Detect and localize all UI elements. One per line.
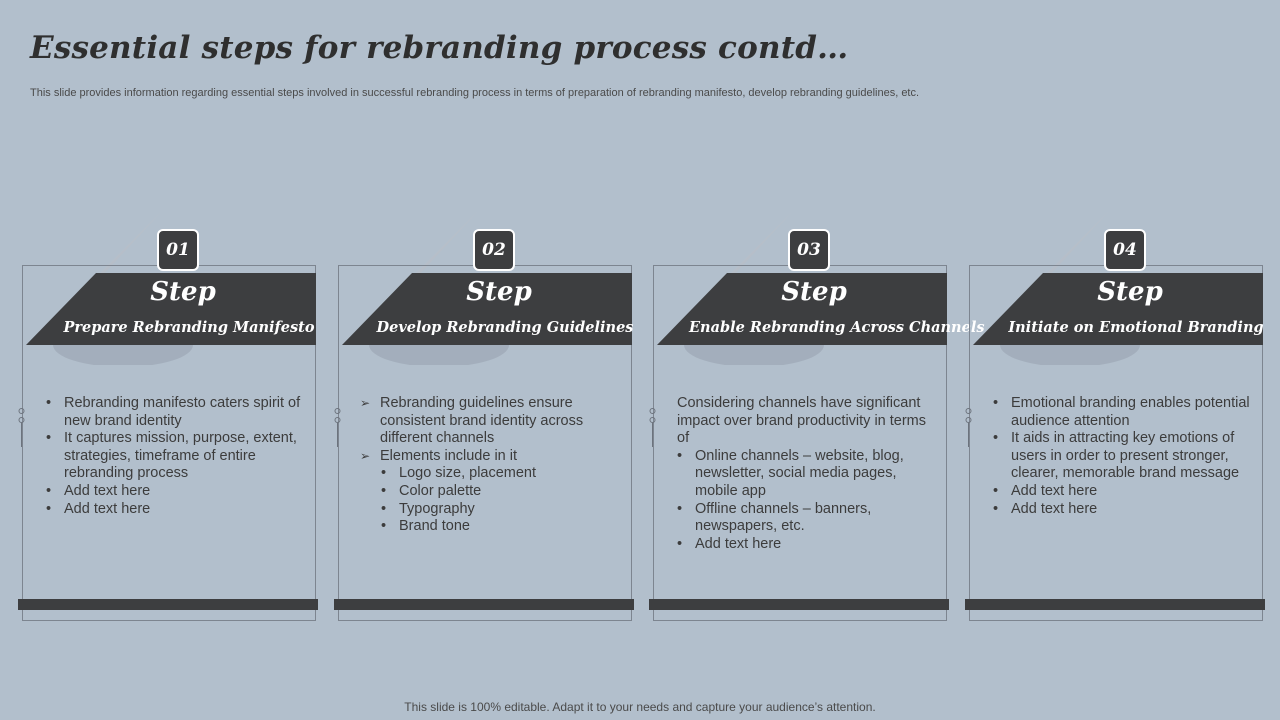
step-lead-text: Considering channels have significant impact over brand productivity in terms of	[677, 395, 927, 447]
step-number-badge: 02	[473, 229, 515, 271]
step-title: Initiate on Emotional Branding	[1008, 319, 1264, 336]
list-item: • Offline channels – banners, newspapers, etc.	[677, 501, 939, 536]
list-item: • It aids in attracting key emotions of users in order to present stronger, clearer, memorable brand message	[993, 430, 1255, 483]
card-bottom-bar	[965, 599, 1265, 610]
step-description	[46, 395, 308, 518]
step-number-badge: 01	[157, 229, 199, 271]
list-subitem: • Typography	[362, 501, 624, 519]
connector-pin-icon	[965, 407, 972, 447]
step-description	[677, 395, 939, 553]
step-card-1	[18, 205, 318, 625]
slide-subtitle: This slide provides information regarding essential steps involved in successful rebranding process in terms of preparation of rebranding manifesto, develop rebranding guidelines, etc.	[30, 87, 920, 99]
step-label: Step	[781, 277, 847, 307]
list-subitem: • Color palette	[362, 483, 624, 501]
step-card-3	[649, 205, 985, 625]
list-subitem: • Logo size, placement	[362, 465, 624, 483]
step-card-4	[965, 205, 1265, 625]
step-title: Enable Rebranding Across Channels	[689, 319, 985, 336]
list-item: • Add text here	[993, 483, 1255, 501]
step-label: Step	[1097, 277, 1163, 307]
step-number-badge: 03	[788, 229, 830, 271]
list-item: • Add text here	[46, 483, 308, 501]
step-title: Prepare Rebranding Manifesto	[63, 319, 315, 336]
list-item: • Rebranding manifesto caters spirit of new brand identity	[46, 395, 308, 430]
step-label: Step	[150, 277, 216, 307]
step-description	[993, 395, 1255, 518]
step-label: Step	[466, 277, 532, 307]
connector-pin-icon	[649, 407, 656, 447]
list-item: ➢ Elements include in it	[362, 448, 624, 466]
connector-pin-icon	[334, 407, 341, 447]
card-bottom-bar	[649, 599, 949, 610]
list-item: • Emotional branding enables potential audience attention	[993, 395, 1255, 430]
step-title: Develop Rebranding Guidelines	[376, 319, 634, 336]
list-item: • Online channels – website, blog, newsletter, social media pages, mobile app	[677, 448, 939, 501]
footer-note: This slide is 100% editable. Adapt it to your needs and capture your audience’s attention.	[404, 700, 876, 714]
list-item: ➢ Rebranding guidelines ensure consistent brand identity across different channels	[362, 395, 624, 448]
list-item: • It captures mission, purpose, extent, strategies, timeframe of entire rebranding process	[46, 430, 308, 483]
step-number-badge: 04	[1104, 229, 1146, 271]
list-item: • Add text here	[677, 536, 939, 554]
card-bottom-bar	[334, 599, 634, 610]
step-card-2	[334, 205, 634, 625]
list-item: • Add text here	[46, 501, 308, 519]
list-subitem: • Brand tone	[362, 518, 624, 536]
slide-title: Essential steps for rebranding process contd…	[30, 30, 849, 66]
connector-pin-icon	[18, 407, 25, 447]
card-bottom-bar	[18, 599, 318, 610]
list-item: • Add text here	[993, 501, 1255, 519]
step-description	[362, 395, 624, 536]
